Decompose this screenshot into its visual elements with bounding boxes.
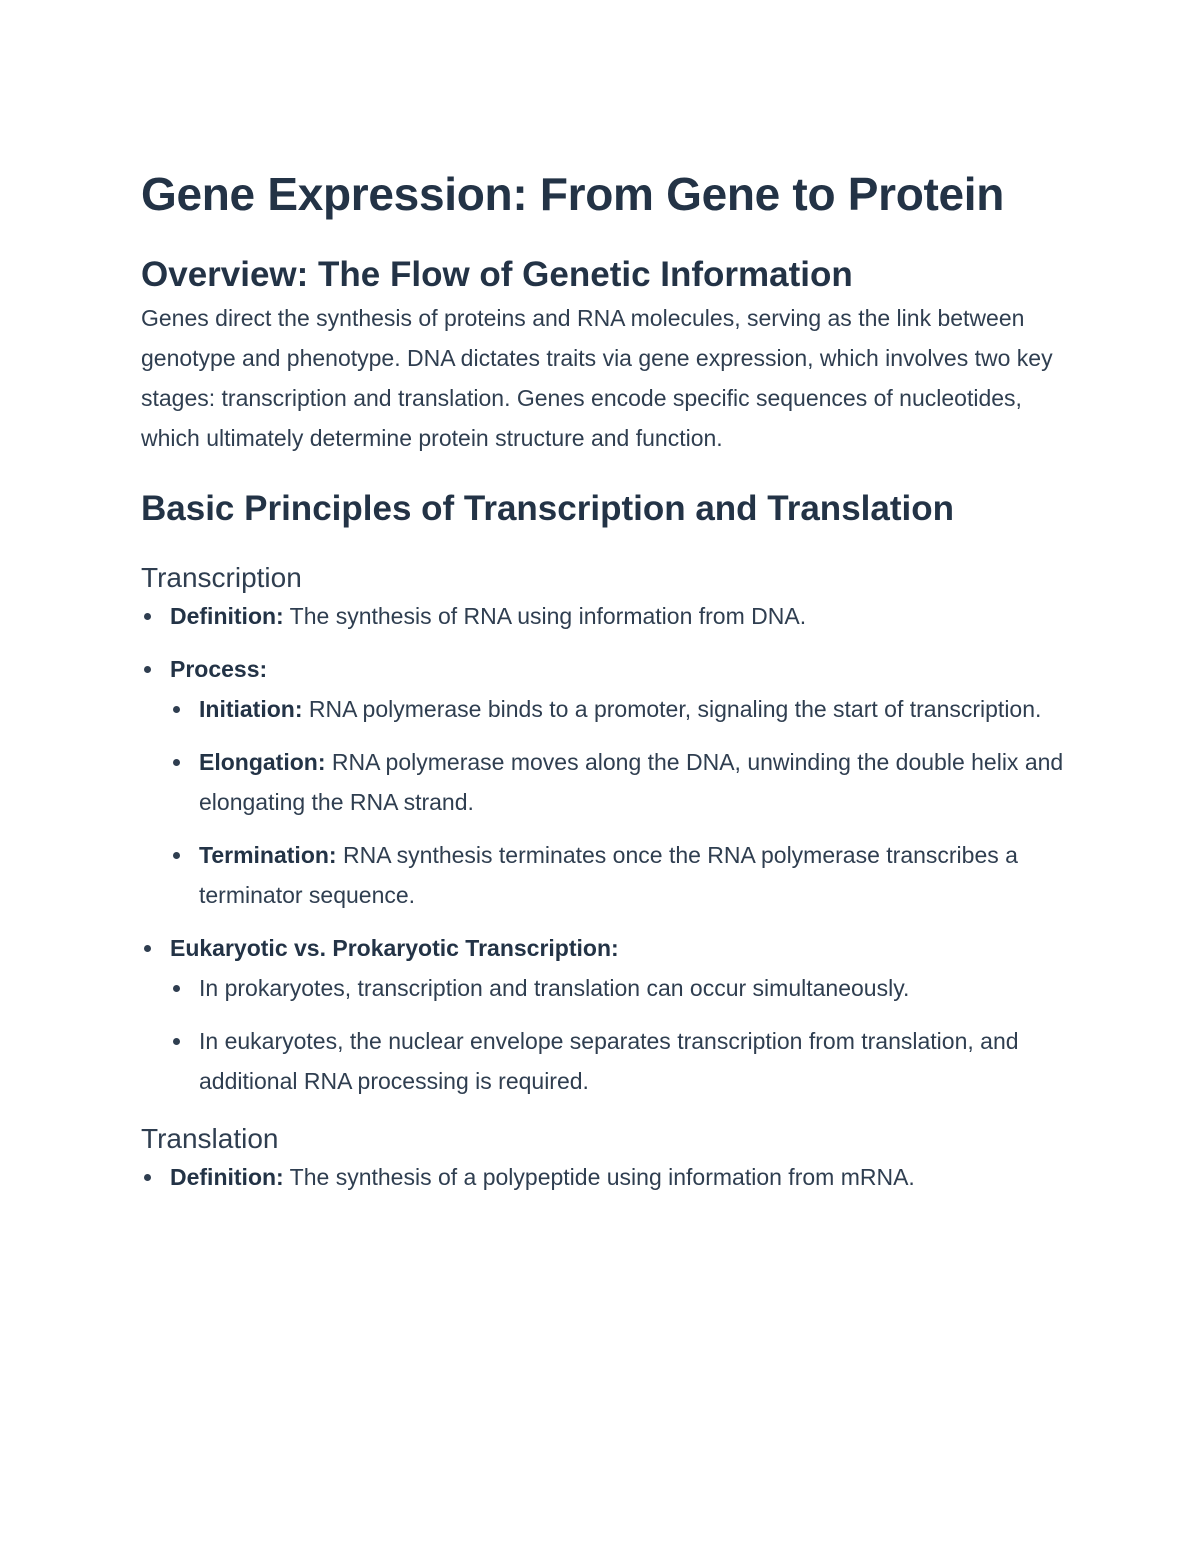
list-item xyxy=(141,596,1071,636)
list-item xyxy=(170,689,1071,729)
list-item xyxy=(141,649,1071,915)
definition-label: Definition: xyxy=(170,1164,284,1190)
process-sublist xyxy=(170,689,1071,915)
list-item xyxy=(170,742,1071,822)
overview-paragraph: Genes direct the synthesis of proteins and RNA molecules, serving as the link between genotype and phenotype. DNA dictates traits via gene expression, which involves two key stages: transcription and translation. Genes encode specific sequences of nucleotides, which ultimately determine protein structure and function. xyxy=(141,305,1053,451)
definition-text: The synthesis of a polypeptide using information from mRNA. xyxy=(283,1164,915,1190)
initiation-text: RNA polymerase binds to a promoter, signaling the start of transcription. xyxy=(302,696,1042,722)
list-item xyxy=(170,968,1071,1008)
bullet-icon xyxy=(173,985,180,992)
transcription-list xyxy=(141,596,1071,1101)
list-item xyxy=(141,928,1071,1101)
bullet-icon xyxy=(173,706,180,713)
definition-text: The synthesis of RNA using information from DNA. xyxy=(283,603,807,629)
termination-label: Termination: xyxy=(199,842,337,868)
bullet-icon xyxy=(144,666,151,673)
bullet-icon xyxy=(144,613,151,620)
basic-principles-heading: Basic Principles of Transcription and Translation xyxy=(141,489,954,528)
transcription-heading: Transcription xyxy=(141,562,302,593)
definition-label: Definition: xyxy=(170,603,284,629)
translation-heading: Translation xyxy=(141,1123,279,1154)
document-page xyxy=(141,162,1071,1197)
translation-list xyxy=(141,1157,1071,1197)
list-item xyxy=(141,1157,1071,1197)
comparison-label: Eukaryotic vs. Prokaryotic Transcription: xyxy=(170,935,619,961)
bullet-icon xyxy=(144,1174,151,1181)
list-item xyxy=(170,835,1071,915)
initiation-label: Initiation: xyxy=(199,696,303,722)
elongation-label: Elongation: xyxy=(199,749,326,775)
overview-heading: Overview: The Flow of Genetic Information xyxy=(141,255,853,294)
eukaryotes-text: In eukaryotes, the nuclear envelope separates transcription from translation, and additional RNA processing is required. xyxy=(199,1028,1019,1094)
list-item xyxy=(170,1021,1071,1101)
bullet-icon xyxy=(173,1038,180,1045)
bullet-icon xyxy=(173,852,180,859)
comparison-sublist xyxy=(170,968,1071,1101)
prokaryotes-text: In prokaryotes, transcription and translation can occur simultaneously. xyxy=(199,975,910,1001)
bullet-icon xyxy=(173,759,180,766)
elongation-text: RNA polymerase moves along the DNA, unwinding the double helix and elongating the RNA strand. xyxy=(199,749,1064,815)
bullet-icon xyxy=(144,945,151,952)
process-label: Process: xyxy=(170,656,268,682)
termination-text: RNA synthesis terminates once the RNA polymerase transcribes a terminator sequence. xyxy=(199,842,1018,908)
document-title: Gene Expression: From Gene to Protein xyxy=(141,168,1005,220)
